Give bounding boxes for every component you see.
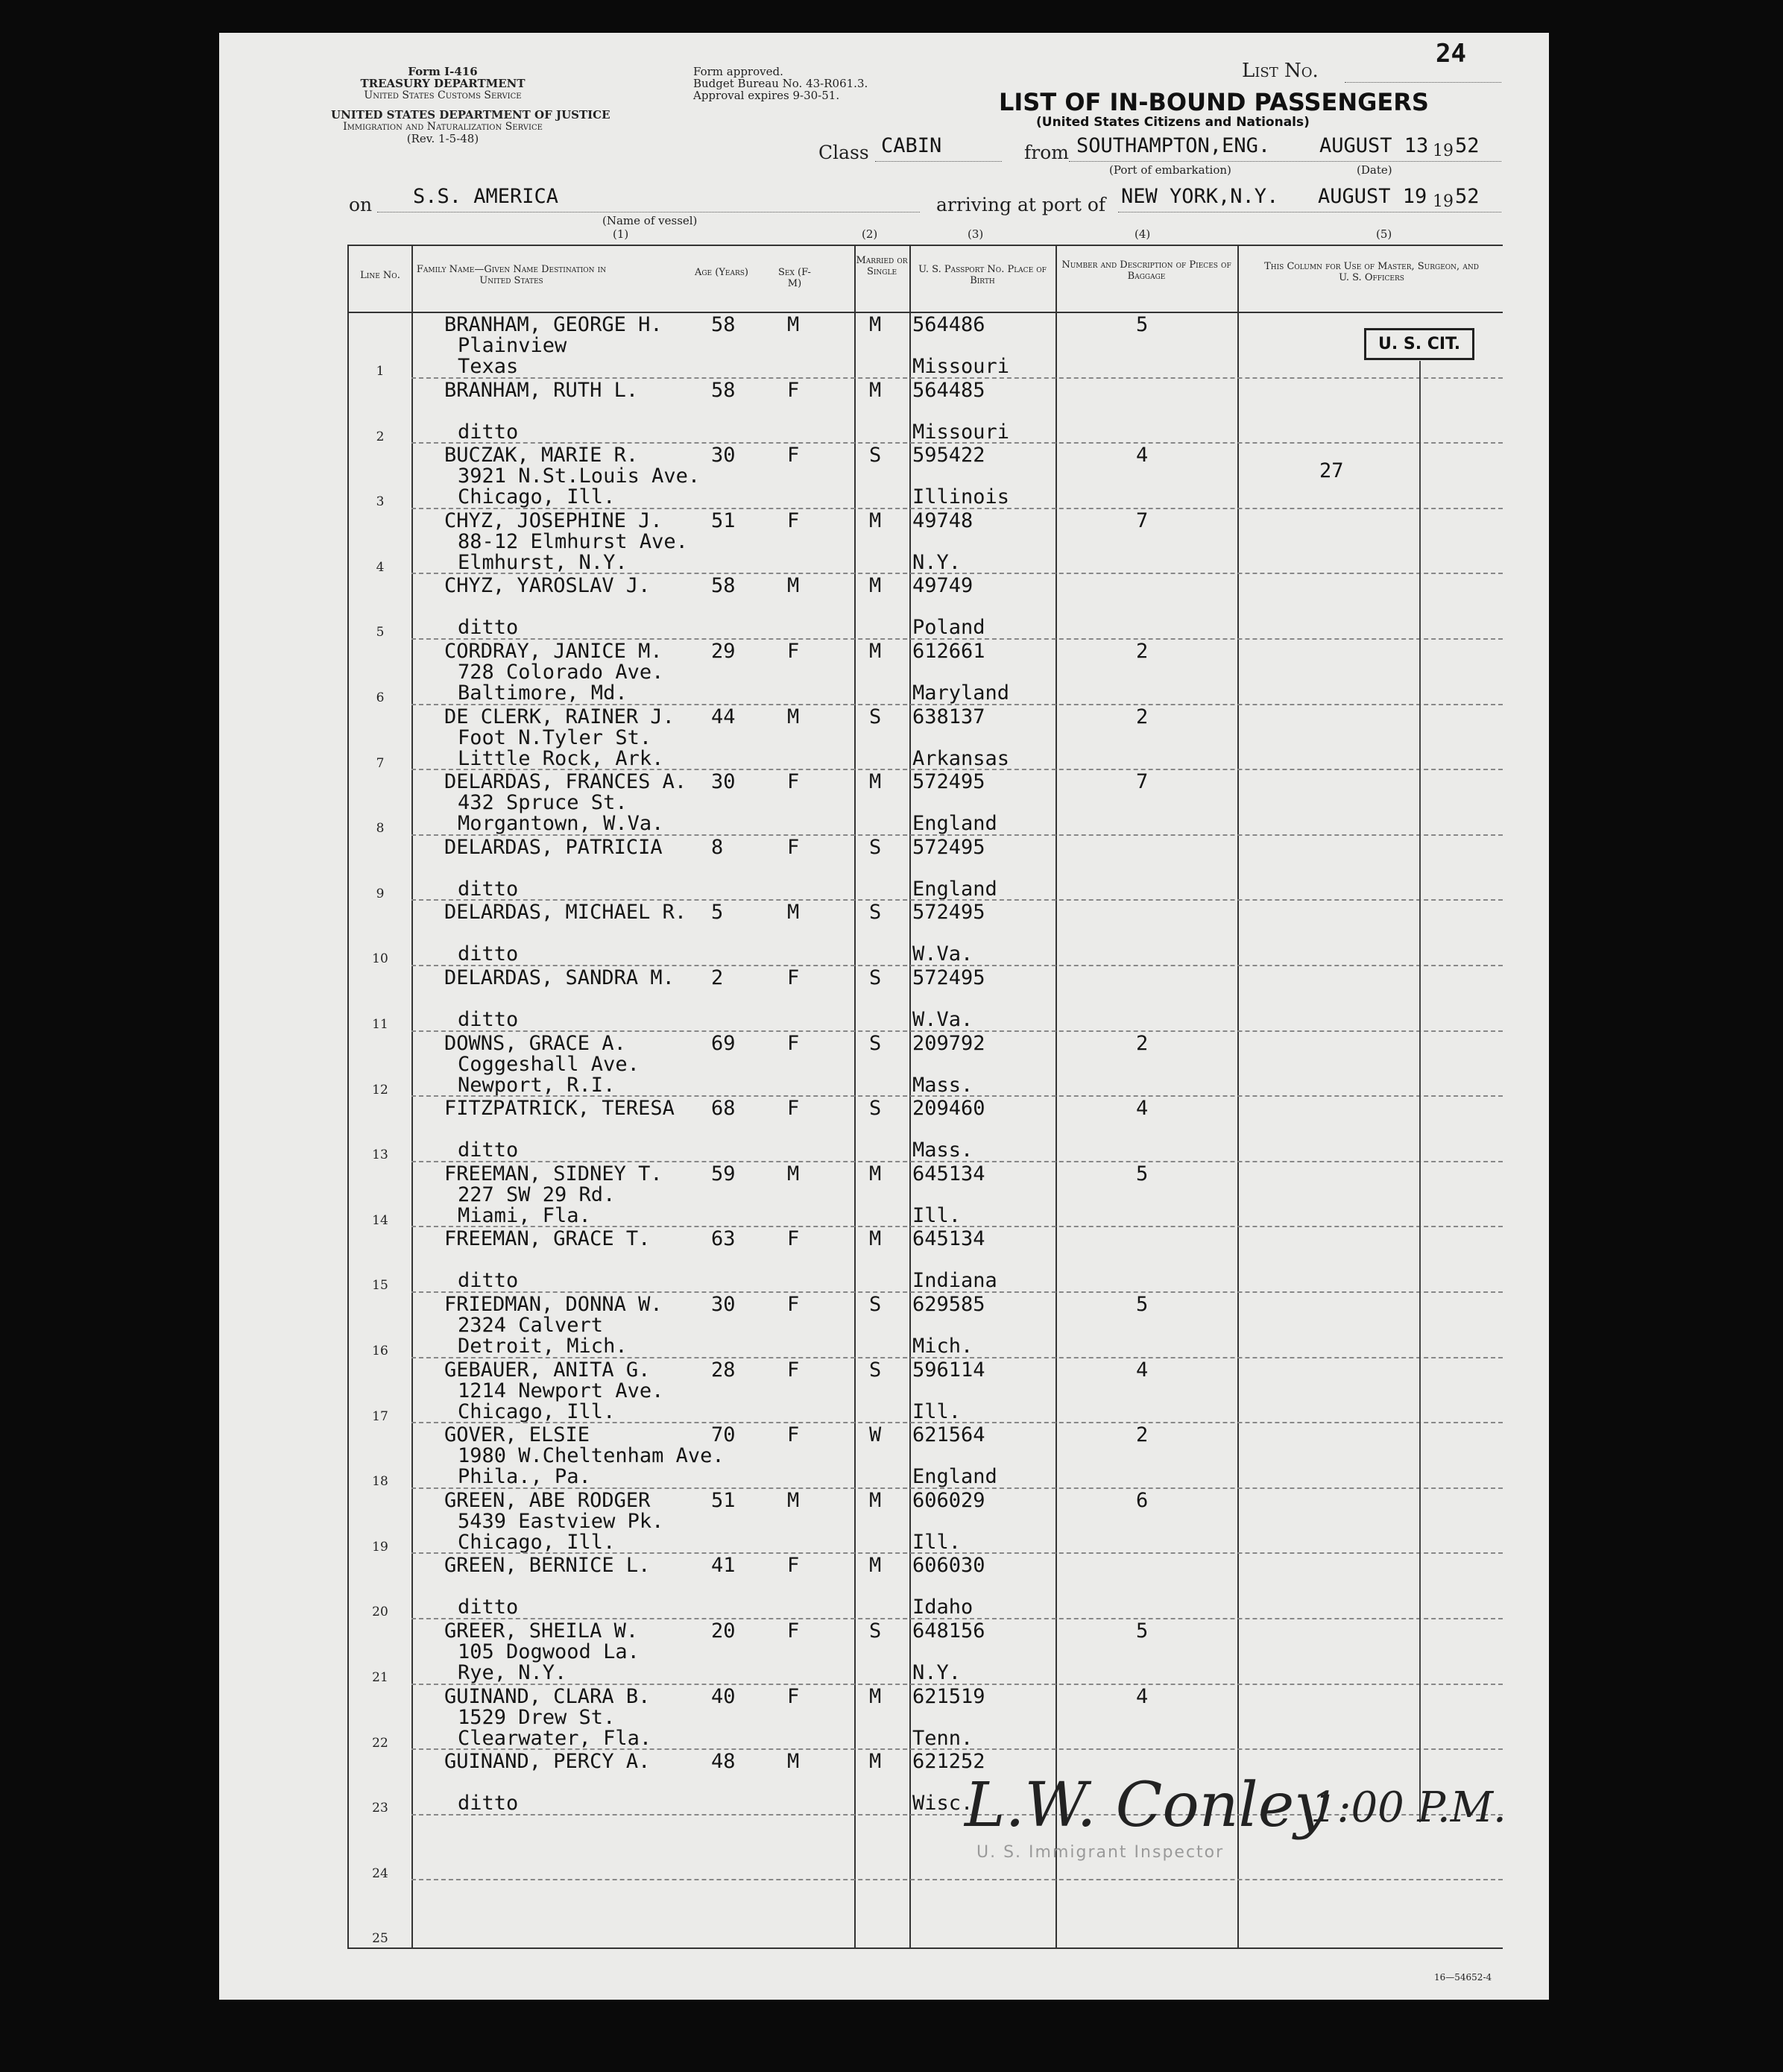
- address-line-1: 728 Colorado Ave.: [458, 661, 664, 684]
- from-label: from: [1024, 142, 1069, 163]
- passenger-name: GEBAUER, ANITA G.: [444, 1358, 651, 1382]
- place-of-birth: England: [912, 877, 997, 901]
- passport-number: 564486: [912, 313, 985, 336]
- marital-status: S: [869, 901, 882, 925]
- marital-status: S: [869, 966, 882, 989]
- row-separator: [411, 1879, 1503, 1880]
- passenger-sex: F: [787, 835, 800, 859]
- passport-number: 572495: [912, 901, 985, 925]
- marital-status: M: [869, 770, 882, 794]
- address-line-2: ditto: [458, 1269, 519, 1293]
- passport-number: 606030: [912, 1554, 985, 1578]
- vessel-caption: (Name of vessel): [602, 214, 698, 227]
- customs-service: United States Customs Service: [364, 89, 522, 101]
- annotation-number: 27: [1319, 459, 1344, 482]
- address-line-1: 3921 N.St.Louis Ave.: [458, 465, 701, 488]
- passenger-sex: F: [787, 966, 800, 989]
- manifest-page: [219, 33, 1549, 2000]
- passenger-age: 20: [711, 1619, 736, 1643]
- baggage-count: 2: [1136, 1423, 1149, 1447]
- passport-number: 621564: [912, 1423, 985, 1447]
- address-line-2: ditto: [458, 1596, 519, 1619]
- class-label: Class: [818, 142, 869, 163]
- marital-status: M: [869, 574, 882, 598]
- line-number: 18: [372, 1474, 388, 1490]
- address-line-1: 227 SW 29 Rd.: [458, 1183, 616, 1206]
- passenger-name: BUCZAK, MARIE R.: [444, 444, 639, 467]
- passenger-age: 8: [711, 835, 724, 859]
- address-line-1: Plainview: [458, 334, 567, 357]
- passenger-name: DELARDAS, SANDRA M.: [444, 966, 675, 989]
- marital-status: M: [869, 1684, 882, 1708]
- passenger-name: GREEN, ABE RODGER: [444, 1488, 651, 1512]
- baggage-count: 2: [1136, 640, 1149, 663]
- approval-line-2: Budget Bureau No. 43-R061.3.: [693, 77, 868, 90]
- address-line-2: Chicago, Ill.: [458, 1399, 616, 1423]
- passport-number: 49748: [912, 508, 973, 532]
- place-of-birth: England: [912, 812, 997, 836]
- passenger-age: 68: [711, 1097, 736, 1121]
- address-line-2: Clearwater, Fla.: [458, 1726, 652, 1750]
- marital-status: M: [869, 1227, 882, 1251]
- date-caption: (Date): [1357, 163, 1392, 177]
- col-num-3: (3): [968, 227, 984, 241]
- passenger-age: 28: [711, 1358, 736, 1382]
- arrival-port: NEW YORK,N.Y.: [1121, 185, 1279, 208]
- line-number: 14: [372, 1212, 388, 1228]
- line-number: 22: [372, 1735, 388, 1751]
- marital-status: S: [869, 1619, 882, 1643]
- marital-status: S: [869, 1358, 882, 1382]
- col-header-name: Family Name—Given Name Destination in United States: [416, 264, 607, 286]
- line-number: 7: [376, 755, 385, 771]
- passenger-name: CHYZ, YAROSLAV J.: [444, 574, 651, 598]
- place-of-birth: Mich.: [912, 1335, 973, 1358]
- baggage-count: 4: [1136, 1358, 1149, 1382]
- passenger-age: 51: [711, 1488, 736, 1512]
- address-line-1: 432 Spruce St.: [458, 791, 628, 815]
- passenger-sex: M: [787, 1750, 800, 1774]
- marital-status: M: [869, 1554, 882, 1578]
- line-number: 8: [376, 821, 385, 837]
- passenger-name: GUINAND, CLARA B.: [444, 1684, 651, 1708]
- line-number: 10: [372, 951, 388, 967]
- port-caption: (Port of embarkation): [1109, 163, 1231, 177]
- address-line-2: Miami, Fla.: [458, 1203, 591, 1227]
- place-of-birth: England: [912, 1465, 997, 1489]
- place-of-birth: Missouri: [912, 420, 1010, 444]
- inspector-signature: L.W. Conley: [965, 1770, 1329, 1841]
- passenger-name: GREER, SHEILA W.: [444, 1619, 639, 1643]
- baggage-count: 5: [1136, 1293, 1149, 1316]
- passport-number: 209460: [912, 1097, 985, 1121]
- passport-number: 645134: [912, 1227, 985, 1251]
- col-num-5: (5): [1376, 227, 1392, 241]
- passenger-sex: M: [787, 313, 800, 336]
- port-of-embarkation: SOUTHAMPTON,ENG.: [1076, 134, 1271, 157]
- passenger-age: 44: [711, 705, 736, 728]
- passenger-sex: F: [787, 1423, 800, 1447]
- from-year: 52: [1455, 134, 1480, 157]
- passenger-age: 63: [711, 1227, 736, 1251]
- passenger-sex: M: [787, 1488, 800, 1512]
- place-of-birth: Mass.: [912, 1073, 973, 1097]
- line-number: 17: [372, 1408, 388, 1424]
- place-of-birth: Ill.: [912, 1399, 962, 1423]
- line-number: 12: [372, 1082, 388, 1098]
- justice-dept: UNITED STATES DEPARTMENT OF JUSTICE: [331, 108, 610, 122]
- passport-number: 638137: [912, 705, 985, 728]
- address-line-1: 1980 W.Cheltenham Ave.: [458, 1444, 725, 1468]
- passenger-age: 59: [711, 1162, 736, 1185]
- baggage-count: 5: [1136, 313, 1149, 336]
- passport-number: 621252: [912, 1750, 985, 1774]
- passenger-sex: M: [787, 901, 800, 925]
- marital-status: S: [869, 705, 882, 728]
- col-header-married: Married or Single: [856, 255, 908, 277]
- passenger-sex: M: [787, 574, 800, 598]
- passenger-name: CORDRAY, JANICE M.: [444, 640, 663, 663]
- line-number: 19: [372, 1539, 388, 1555]
- marital-status: M: [869, 378, 882, 402]
- address-line-1: Coggeshall Ave.: [458, 1052, 640, 1076]
- address-line-1: 105 Dogwood La.: [458, 1640, 640, 1663]
- address-line-1: Foot N.Tyler St.: [458, 725, 652, 749]
- baggage-count: 6: [1136, 1488, 1149, 1512]
- address-line-2: Baltimore, Md.: [458, 681, 628, 705]
- address-line-1: 5439 Eastview Pk.: [458, 1509, 664, 1533]
- passenger-sex: F: [787, 640, 800, 663]
- place-of-birth: Illinois: [912, 485, 1010, 509]
- passenger-name: FRIEDMAN, DONNA W.: [444, 1293, 663, 1316]
- passport-number: 572495: [912, 835, 985, 859]
- line-number: 21: [372, 1670, 388, 1685]
- line-number: 3: [376, 494, 385, 510]
- place-of-birth: Arkansas: [912, 746, 1010, 770]
- marital-status: M: [869, 313, 882, 336]
- marital-status: M: [869, 508, 882, 532]
- passenger-age: 29: [711, 640, 736, 663]
- footer-code: 16—54652-4: [1434, 1972, 1492, 1983]
- address-line-1: 88-12 Elmhurst Ave.: [458, 529, 688, 553]
- place-of-birth: Ill.: [912, 1203, 962, 1227]
- place-of-birth: Poland: [912, 616, 985, 640]
- line-number: 6: [376, 690, 385, 705]
- passenger-age: 69: [711, 1031, 736, 1055]
- passenger-age: 5: [711, 901, 724, 925]
- line-number: 1: [376, 364, 385, 379]
- address-line-2: ditto: [458, 1008, 519, 1031]
- passenger-name: BRANHAM, RUTH L.: [444, 378, 639, 402]
- passenger-age: 41: [711, 1554, 736, 1578]
- place-of-birth: W.Va.: [912, 942, 973, 966]
- baggage-count: 7: [1136, 770, 1149, 794]
- passenger-name: DE CLERK, RAINER J.: [444, 705, 675, 728]
- passport-number: 572495: [912, 770, 985, 794]
- vessel-name: S.S. AMERICA: [413, 185, 559, 208]
- passenger-age: 58: [711, 378, 736, 402]
- passport-number: 595422: [912, 444, 985, 467]
- passenger-sex: F: [787, 1358, 800, 1382]
- passenger-sex: F: [787, 1227, 800, 1251]
- passenger-name: FITZPATRICK, TERESA: [444, 1097, 675, 1121]
- passenger-name: DELARDAS, PATRICIA: [444, 835, 663, 859]
- marital-status: W: [869, 1423, 882, 1447]
- passenger-sex: F: [787, 444, 800, 467]
- passenger-age: 70: [711, 1423, 736, 1447]
- place-of-birth: W.Va.: [912, 1008, 973, 1031]
- address-line-2: ditto: [458, 1139, 519, 1162]
- treasury-dept: TREASURY DEPARTMENT: [360, 77, 526, 90]
- place-of-birth: Missouri: [912, 355, 1010, 378]
- marital-status: S: [869, 444, 882, 467]
- address-line-2: Rye, N.Y.: [458, 1661, 567, 1684]
- marital-status: M: [869, 1162, 882, 1185]
- class-value: CABIN: [881, 134, 942, 157]
- form-number: Form I-416: [408, 65, 478, 78]
- passport-number: 612661: [912, 640, 985, 663]
- place-of-birth: Mass.: [912, 1139, 973, 1162]
- list-no: 24: [1436, 39, 1466, 69]
- passenger-age: 58: [711, 574, 736, 598]
- passenger-name: CHYZ, JOSEPHINE J.: [444, 508, 663, 532]
- us-citizen-stamp: U. S. CIT.: [1364, 328, 1474, 360]
- address-line-2: ditto: [458, 877, 519, 901]
- address-line-2: ditto: [458, 616, 519, 640]
- table-top-border: [347, 245, 1503, 246]
- line-number: 5: [376, 625, 385, 640]
- embarkation-date: AUGUST 13: [1319, 134, 1429, 157]
- list-no-label: List No.: [1242, 60, 1319, 82]
- address-line-2: ditto: [458, 420, 519, 444]
- approval-line-3: Approval expires 9-30-51.: [693, 89, 840, 102]
- place-of-birth: Ill.: [912, 1530, 962, 1554]
- passenger-sex: M: [787, 705, 800, 728]
- passenger-name: DOWNS, GRACE A.: [444, 1031, 626, 1055]
- passenger-name: DELARDAS, MICHAEL R.: [444, 901, 687, 925]
- passport-number: 564485: [912, 378, 985, 402]
- marital-status: S: [869, 1293, 882, 1316]
- signature-caption: U. S. Immigrant Inspector: [976, 1843, 1225, 1862]
- passport-number: 648156: [912, 1619, 985, 1643]
- place-of-birth: Wisc.: [912, 1792, 973, 1816]
- col-header-age: Age (Years): [694, 267, 749, 278]
- marital-status: M: [869, 1488, 882, 1512]
- address-line-2: ditto: [458, 942, 519, 966]
- address-line-2: Morgantown, W.Va.: [458, 812, 664, 836]
- col-header-baggage: Number and Description of Pieces of Baggage: [1061, 259, 1231, 282]
- address-line-2: Detroit, Mich.: [458, 1335, 628, 1358]
- baggage-count: 4: [1136, 444, 1149, 467]
- line-number: 16: [372, 1344, 388, 1358]
- marital-status: S: [869, 1031, 882, 1055]
- baggage-count: 2: [1136, 1031, 1149, 1055]
- marital-status: M: [869, 1750, 882, 1774]
- col-header-officers: This Column for Use of Master, Surgeon, and U. S. Officers: [1264, 261, 1479, 283]
- from-year-prefix: 19: [1433, 142, 1454, 160]
- passenger-age: 30: [711, 1293, 736, 1316]
- line-number: 20: [372, 1605, 388, 1620]
- col-num-2: (2): [862, 227, 878, 241]
- line-number: 2: [376, 429, 385, 444]
- passport-number: 629585: [912, 1293, 985, 1316]
- passenger-age: 58: [711, 313, 736, 336]
- passenger-sex: F: [787, 1293, 800, 1316]
- baggage-count: 2: [1136, 705, 1149, 728]
- ins-service: Immigration and Naturalization Service: [343, 121, 543, 133]
- address-line-2: ditto: [458, 1792, 519, 1816]
- passenger-age: 40: [711, 1684, 736, 1708]
- address-line-2: Texas: [458, 355, 519, 378]
- baggage-count: 4: [1136, 1684, 1149, 1708]
- baggage-count: 7: [1136, 508, 1149, 532]
- passenger-name: GREEN, BERNICE L.: [444, 1554, 651, 1578]
- passenger-name: FREEMAN, GRACE T.: [444, 1227, 651, 1251]
- address-line-2: Chicago, Ill.: [458, 485, 616, 509]
- approval-line-1: Form approved.: [693, 65, 783, 78]
- passport-number: 596114: [912, 1358, 985, 1382]
- address-line-2: Phila., Pa.: [458, 1465, 591, 1489]
- passenger-sex: F: [787, 770, 800, 794]
- line-number: 25: [372, 1931, 388, 1947]
- baggage-count: 5: [1136, 1162, 1149, 1185]
- on-label: on: [349, 194, 373, 215]
- address-line-2: Elmhurst, N.Y.: [458, 550, 628, 574]
- address-line-2: Newport, R.I.: [458, 1073, 616, 1097]
- address-line-1: 1529 Drew St.: [458, 1705, 616, 1729]
- line-number: 23: [372, 1801, 388, 1816]
- table-bottom-border: [347, 1947, 1503, 1949]
- passenger-sex: F: [787, 1031, 800, 1055]
- col-num-1: (1): [613, 227, 629, 241]
- passenger-sex: F: [787, 1684, 800, 1708]
- arriving-label: arriving at port of: [936, 194, 1106, 215]
- document-subtitle: (United States Citizens and Nationals): [1036, 115, 1310, 130]
- line-number: 4: [376, 559, 385, 575]
- signature-time: 1:00 P.M.: [1310, 1783, 1506, 1832]
- passport-number: 621519: [912, 1684, 985, 1708]
- passport-number: 572495: [912, 966, 985, 989]
- passenger-sex: F: [787, 1619, 800, 1643]
- passenger-sex: F: [787, 1097, 800, 1121]
- line-number: 24: [372, 1865, 388, 1881]
- passenger-name: GUINAND, PERCY A.: [444, 1750, 651, 1774]
- passenger-sex: M: [787, 1162, 800, 1185]
- passenger-name: GOVER, ELSIE: [444, 1423, 590, 1447]
- address-line-2: Little Rock, Ark.: [458, 746, 664, 770]
- line-number: 15: [372, 1278, 388, 1294]
- passenger-name: FREEMAN, SIDNEY T.: [444, 1162, 663, 1185]
- arrival-date: AUGUST 19: [1318, 185, 1427, 208]
- passenger-sex: F: [787, 378, 800, 402]
- address-line-2: Chicago, Ill.: [458, 1530, 616, 1554]
- passenger-age: 2: [711, 966, 724, 989]
- passenger-sex: F: [787, 508, 800, 532]
- baggage-count: 5: [1136, 1619, 1149, 1643]
- passenger-age: 48: [711, 1750, 736, 1774]
- passport-number: 645134: [912, 1162, 985, 1185]
- place-of-birth: Idaho: [912, 1596, 973, 1619]
- baggage-count: 4: [1136, 1097, 1149, 1121]
- line-number: 13: [372, 1147, 388, 1163]
- col-header-line-no: Line No.: [360, 270, 400, 281]
- passenger-name: DELARDAS, FRANCES A.: [444, 770, 687, 794]
- arrive-year-prefix: 19: [1433, 192, 1454, 211]
- revision: (Rev. 1-5-48): [406, 132, 479, 145]
- marital-status: M: [869, 640, 882, 663]
- address-line-1: 2324 Calvert: [458, 1314, 604, 1337]
- passenger-sex: F: [787, 1554, 800, 1578]
- passenger-age: 30: [711, 770, 736, 794]
- col-num-4: (4): [1135, 227, 1151, 241]
- place-of-birth: Indiana: [912, 1269, 997, 1293]
- passenger-age: 51: [711, 508, 736, 532]
- line-number: 9: [376, 886, 385, 901]
- passenger-name: BRANHAM, GEORGE H.: [444, 313, 663, 336]
- place-of-birth: N.Y.: [912, 1661, 962, 1684]
- col-header-sex: Sex (F-M): [778, 267, 811, 289]
- place-of-birth: Maryland: [912, 681, 1010, 705]
- address-line-1: 1214 Newport Ave.: [458, 1379, 664, 1402]
- arrive-year: 52: [1455, 185, 1480, 208]
- passport-number: 49749: [912, 574, 973, 598]
- marital-status: S: [869, 1097, 882, 1121]
- line-number: 11: [372, 1017, 388, 1032]
- marital-status: S: [869, 835, 882, 859]
- col-header-passport: U. S. Passport No. Place of Birth: [918, 264, 1047, 286]
- passport-number: 209792: [912, 1031, 985, 1055]
- passenger-age: 30: [711, 444, 736, 467]
- passport-number: 606029: [912, 1488, 985, 1512]
- place-of-birth: Tenn.: [912, 1726, 973, 1750]
- place-of-birth: N.Y.: [912, 550, 962, 574]
- document-title: LIST OF IN-BOUND PASSENGERS: [999, 88, 1429, 116]
